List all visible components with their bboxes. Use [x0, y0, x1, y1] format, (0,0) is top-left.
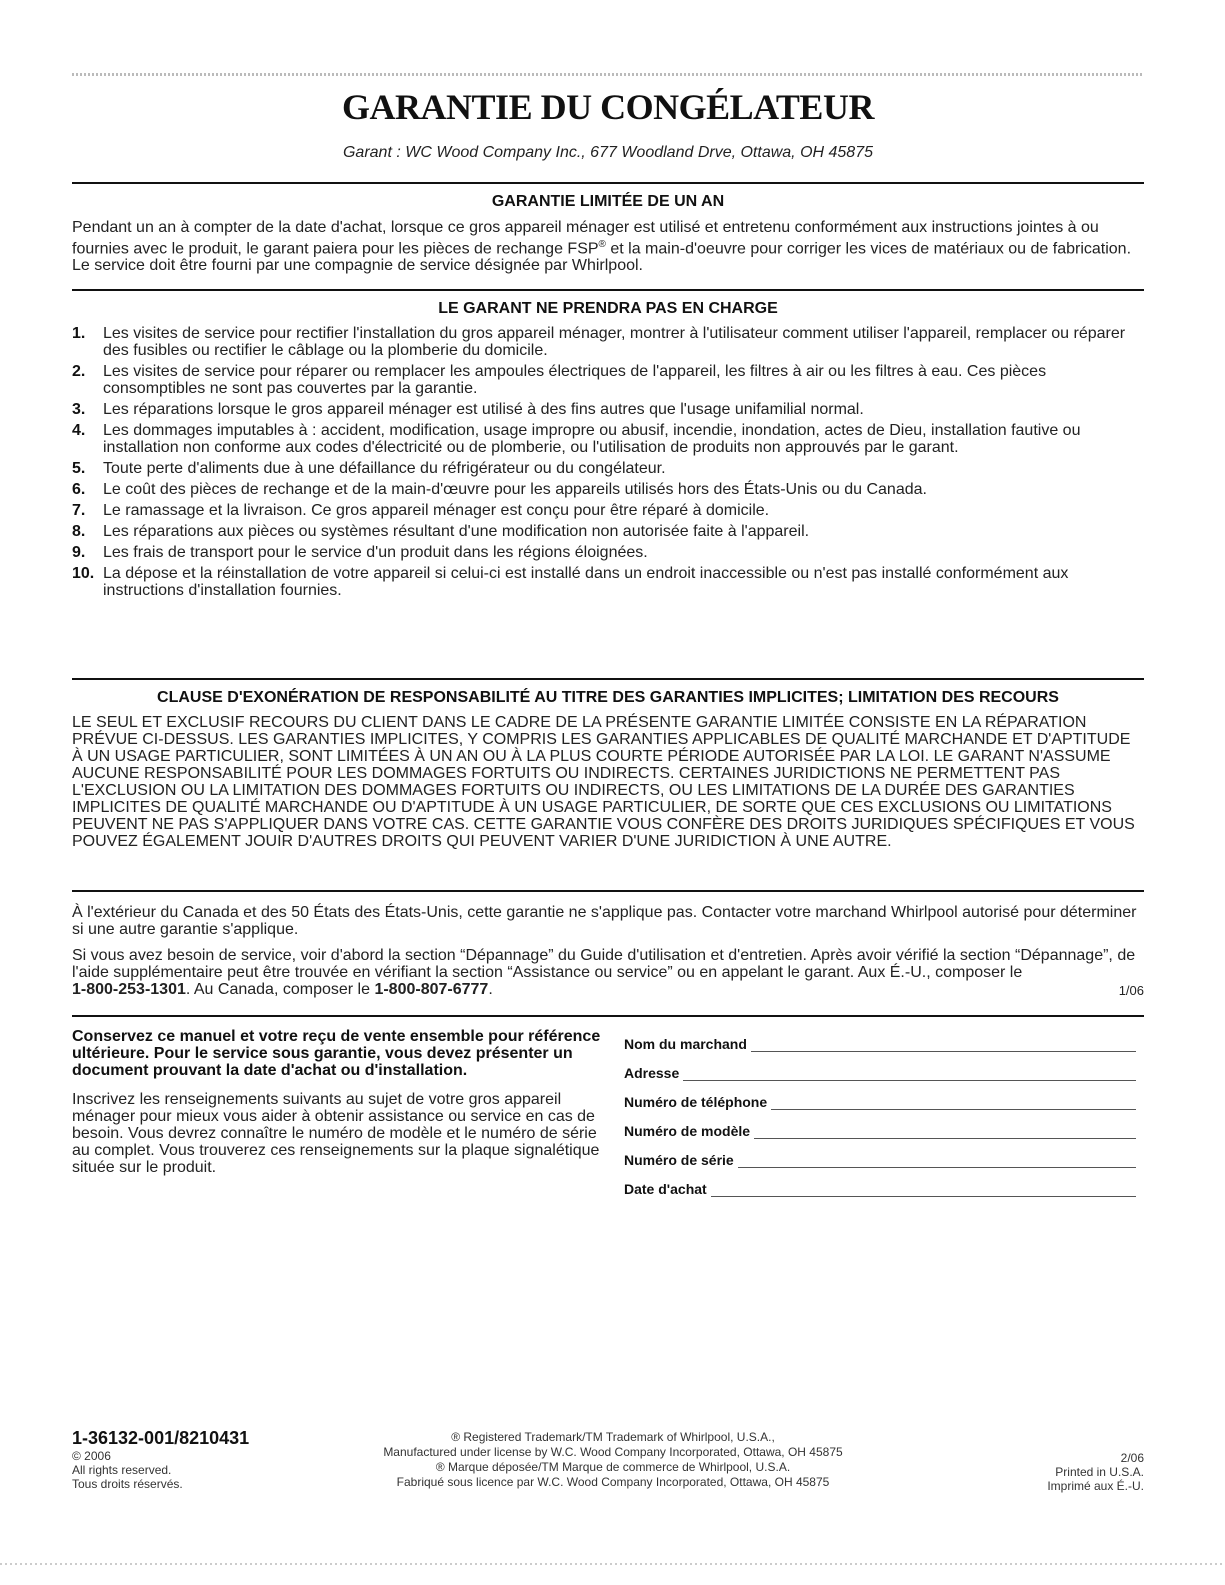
registered-mark: ® — [598, 239, 606, 250]
record-keeping-section — [72, 1028, 602, 1176]
service-info-text: Si vous avez besoin de service, voir d'abord la section “Dépannage” du Guide d'utilisation et d'entretien. Après avoir vérifié la section “Dépannage”, de l'aide supplémentaire peut être trouvée en vérifiant la section “Assistance ou service” ou en appelant le garant. Aux É.-U., composer le 1-800-253-1301. Au Canada, composer le 1-800-807-6777. 1/06 — [72, 947, 1144, 998]
fill-line[interactable] — [683, 1067, 1136, 1081]
list-item: 9. Les frais de transport pour le service d'un produit dans les régions éloignées. — [72, 544, 648, 561]
ownership-record-form — [624, 1032, 1136, 1206]
serial-number-field[interactable]: Numéro de série — [624, 1148, 1136, 1168]
limited-warranty-text: Pendant un an à compter de la date d'achat, lorsque ce gros appareil ménager est utilisé et entretenu conformément aux instructions jointes à ou fournies avec le produit, le garant paiera pour les pièces de rechange FSP® et la main-d'oeuvre pour corriger les vices de matériaux ou de fabrication. Le service doit être fourni par une compagnie de service désignée par Whirlpool. — [72, 219, 1132, 275]
scan-border-top — [72, 73, 1144, 76]
dealer-name-field[interactable]: Nom du marchand — [624, 1032, 1136, 1052]
copyright-block: © 2006 All rights reserved. Tous droits réservés. — [72, 1449, 183, 1491]
page-title: GARANTIE DU CONGÉLATEUR — [342, 87, 874, 127]
keep-receipt-notice: Conservez ce manuel et votre reçu de vente ensemble pour référence ultérieure. Pour le service sous garantie, vous devez présenter un document prouvant la date d'achat ou d'installation. — [72, 1028, 601, 1079]
warranty-page — [72, 0, 1144, 1585]
address-field[interactable]: Adresse — [624, 1061, 1136, 1081]
outside-coverage-text: À l'extérieur du Canada et des 50 États des États-Unis, cette garantie ne s'applique pas. Contacter votre marchand Whirlpool autorisé pour déterminer si une autre garantie s'applique. — [72, 904, 1137, 938]
model-number-field[interactable]: Numéro de modèle — [624, 1119, 1136, 1139]
list-item: 7. Le ramassage et la livraison. Ce gros appareil ménager est conçu pour être réparé à domicile. — [72, 502, 770, 519]
section-divider — [72, 289, 1144, 291]
exclusions-heading: LE GARANT NE PRENDRA PAS EN CHARGE — [438, 300, 778, 317]
exclusions-list — [72, 325, 1144, 603]
list-item: 2. Les visites de service pour réparer ou remplacer les ampoules électriques de l'appareil, les filtres à air ou les filtres à eau. Ces pièces consomptibles ne sont pas couvertes par la garantie. — [72, 363, 1047, 397]
purchase-date-field[interactable]: Date d'achat — [624, 1177, 1136, 1197]
list-item: 5. Toute perte d'aliments due à une défaillance du réfrigérateur ou du congélateur. — [72, 460, 666, 477]
disclaimer-heading: CLAUSE D'EXONÉRATION DE RESPONSABILITÉ AU TITRE DES GARANTIES IMPLICITES; LIMITATION DES RECOURS — [157, 689, 1059, 706]
section-divider — [72, 890, 1144, 892]
part-number: 1-36132-001/8210431 — [72, 1428, 250, 1448]
phone-number-field[interactable]: Numéro de téléphone — [624, 1090, 1136, 1110]
list-item: 10. La dépose et la réinstallation de votre appareil si celui-ci est installé dans un endroit inaccessible ou n'est pas installé conformément aux instructions d'installation fournies. — [72, 565, 1069, 599]
disclaimer-text: LE SEUL ET EXCLUSIF RECOURS DU CLIENT DANS LE CADRE DE LA PRÉSENTE GARANTIE LIMITÉE CONSISTE EN LA RÉPARATION PRÉVUE CI-DESSUS. LES GARANTIES IMPLICITES, Y COMPRIS LES GARANTIES APPLICABLES DE QUALITÉ MARCHANDE ET D'APTITUDE À UN USAGE PARTICULIER, SONT LIMITÉES À UN AN OU À LA PLUS COURTE PÉRIODE AUTORISÉE PAR LA LOI. LE GARANT N'ASSUME AUCUNE RESPONSABILITÉ POUR LES DOMMAGES FORTUITS OU INDIRECTS. CERTAINES JURIDICTIONS NE PERMETTENT PAS L'EXCLUSION OU LA LIMITATION DES DOMMAGES FORTUITS OU INDIRECTS, OU LES LIMITATIONS DE LA DURÉE DES GARANTIES IMPLICITES DE QUALITÉ MARCHANDE OU D'APTITUDE À UN USAGE PARTICULIER, DE SORTE QUE CES EXCLUSIONS OU LIMITATIONS PEUVENT NE PAS S'APPLIQUER DANS VOTRE CAS. CETTE GARANTIE VOUS CONFÈRE DES DROITS JURIDIQUES SPÉCIFIQUES ET VOUS POUVEZ ÉGALEMENT JOUIR D'AUTRES DROITS QUI PEUVENT VARIER D'UNE JURIDICTION À UNE AUTRE. — [72, 714, 1135, 850]
print-info: 2/06 Printed in U.S.A. Imprimé aux É.-U. — [1047, 1451, 1144, 1493]
phone-us: 1-800-253-1301 — [72, 981, 186, 998]
fill-line[interactable] — [751, 1038, 1136, 1052]
list-item: 3. Les réparations lorsque le gros appareil ménager est utilisé à des fins autres que l'usage unifamilial normal. — [72, 401, 864, 418]
page-footer — [72, 1428, 1144, 1508]
revision-code: 1/06 — [1118, 983, 1144, 998]
fill-line[interactable] — [738, 1154, 1136, 1168]
section-divider — [72, 1015, 1144, 1017]
fill-line[interactable] — [711, 1183, 1136, 1197]
trademark-notice: ® Registered Trademark/TM Trademark of Whirlpool, U.S.A., Manufactured under license by W.C. Wood Company Incorporated, Ottawa, OH 45875 ® Marque déposée/TM Marque de commerce de Whirlpool, U.S.A. Fabriqué sous licence par W.C. Wood Company Incorporated, Ottawa, OH 45875 — [383, 1430, 843, 1489]
section-divider — [72, 182, 1144, 184]
fill-line[interactable] — [754, 1125, 1136, 1139]
list-item: 8. Les réparations aux pièces ou systèmes résultant d'une modification non autorisée faite à l'appareil. — [72, 523, 810, 540]
list-item: 4. Les dommages imputables à : accident, modification, usage impropre ou abusif, incendie, inondation, actes de Dieu, installation fautive ou installation non conforme aux codes d'électricité ou de plomberie, ou l'utilisation de produits non approuvés par le garant. — [72, 422, 1081, 456]
scan-border-bottom — [0, 1563, 1225, 1565]
phone-canada: 1-800-807-6777 — [374, 981, 489, 998]
section-divider — [72, 678, 1144, 680]
list-item: 6. Le coût des pièces de rechange et de la main-d'œuvre pour les appareils utilisés hors des États-Unis ou du Canada. — [72, 481, 927, 498]
warrantor-line: Garant : WC Wood Company Inc., 677 Woodland Drve, Ottawa, OH 45875 — [342, 144, 873, 161]
limited-warranty-heading: GARANTIE LIMITÉE DE UN AN — [491, 193, 725, 210]
fill-line[interactable] — [771, 1096, 1136, 1110]
record-instructions: Inscrivez les renseignements suivants au sujet de votre gros appareil ménager pour mieux vous aider à obtenir assistance ou service en cas de besoin. Vous devrez connaître le numéro de modèle et le numéro de série au complet. Vous trouverez ces renseignements sur la plaque signalétique située sur le produit. — [72, 1091, 600, 1176]
list-item: 1. Les visites de service pour rectifier l'installation du gros appareil ménager, montrer à l'utilisateur comment utiliser l'appareil, remplacer ou réparer des fusibles ou rectifier le câblage ou la plomberie du domicile. — [72, 325, 1126, 359]
